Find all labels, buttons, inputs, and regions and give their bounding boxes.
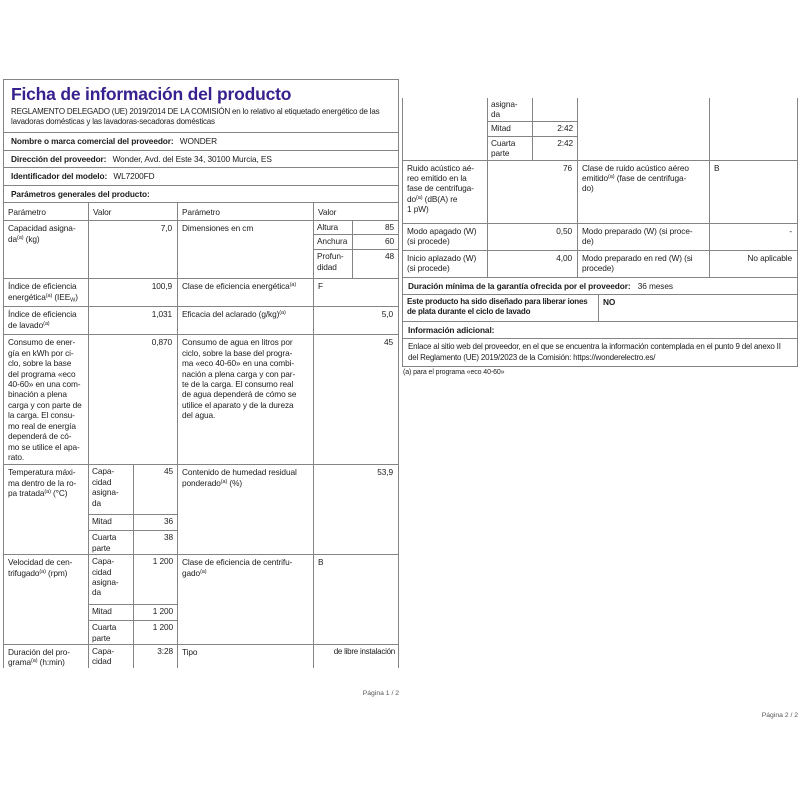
depth-value: 48 (384, 251, 394, 262)
page-2-table (402, 98, 798, 367)
row-off-mode (403, 224, 797, 251)
spin-rated-label: Capa- cidad asigna- da (89, 555, 134, 604)
provider-address-label: Dirección del proveedor: (11, 153, 107, 164)
noise-value: 76 (488, 161, 578, 223)
dimension-row-width (314, 235, 398, 250)
temp-rated-row (89, 465, 177, 515)
wash-index-value: 1,031 (89, 307, 178, 334)
page-title: Ficha de información del producto (11, 84, 292, 104)
row-duration-cut (4, 645, 398, 668)
temperature-label: Temperatura máxi- ma dentro de la ro- pa tratada$^{(a)}$ (°C) (4, 465, 89, 554)
temp-half-label: Mitad (89, 515, 134, 530)
energy-index-label: Índice de eficiencia energética$^{(a)}$ $(IEE_W)$ (4, 279, 89, 306)
off-mode-value: 0,50 (488, 224, 578, 250)
warranty-row (403, 278, 797, 295)
rinsing-label: Eficacia del aclarado $(g/kg)^{(a)}$ (178, 307, 314, 334)
type-value: de libre instalación (333, 646, 395, 656)
col-header-value-1: Valor (89, 203, 178, 220)
off-mode-label: Modo apagado (W) (si procede) (403, 224, 488, 250)
col-header-param-1: Parámetro (4, 203, 89, 220)
temperature-subtable (89, 465, 178, 554)
row-noise (403, 161, 797, 224)
duration-rated-cont-row (488, 98, 577, 122)
energy-index-value: 100,9 (89, 279, 178, 306)
continuation-empty-value2 (710, 98, 797, 160)
page-1-number: Página 1 / 2 (362, 690, 399, 697)
regulation-subtitle: REGLAMENTO DELEGADO (UE) 2019/2014 DE LA COMISIÓN en lo relativo al etiquetado energético de las lavadoras domésticas y las lavadoras-secadoras domésticas (11, 107, 380, 127)
continuation-empty-param2 (578, 98, 710, 160)
spin-rated-value: 1 200 (152, 556, 173, 567)
energy-class-value: F (318, 281, 323, 292)
continuation-empty-param (403, 98, 488, 160)
row-consumption (4, 335, 398, 465)
additional-info-header: Información adicional: (403, 322, 797, 339)
noise-class-label: Clase de ruido acústico aéreo emitido$^{(a)}$ (fase de centrifuga- do) (578, 161, 710, 223)
height-value: 85 (384, 222, 394, 233)
page-2-number: Página 2 / 2 (761, 712, 798, 719)
dimension-row-depth (314, 250, 398, 278)
duration-rated-cont-value (533, 98, 577, 121)
noise-class-value: B (714, 162, 720, 173)
row-spin-speed (4, 555, 398, 645)
capacity-label: Capacidad asigna- $da^{(a)}$ (kg) (4, 221, 89, 278)
duration-subtable (89, 645, 178, 668)
spin-quarter-value: 1 200 (152, 622, 173, 633)
temp-quarter-row (89, 531, 177, 554)
width-value: 60 (384, 236, 394, 247)
provider-name-label: Nombre o marca comercial del proveedor: (11, 136, 174, 147)
warranty-value: 36 meses (637, 280, 673, 291)
duration-quarter-label: Cuarta parte (488, 137, 533, 160)
humidity-value: 53,9 (377, 467, 393, 478)
silver-ions-value: NO (603, 297, 616, 308)
temp-quarter-label: Cuarta parte (89, 531, 134, 554)
duration-rated-row (89, 645, 177, 668)
spin-quarter-row (89, 621, 177, 644)
delayed-start-label: Inicio aplazado (W) (si procede) (403, 251, 488, 277)
temp-half-row (89, 515, 177, 531)
spin-half-value: 1 200 (152, 606, 173, 617)
row-temperature (4, 465, 398, 555)
provider-address-value: Wonder, Avd. del Este 34, 30100 Murcia, ES (112, 153, 272, 164)
spin-quarter-label: Cuarta parte (89, 621, 134, 644)
rinsing-value: 5,0 (381, 309, 393, 320)
dimensions-subtable (314, 221, 398, 278)
energy-consumption-label: Consumo de ener- gía en kWh por ci- clo, sobre la base del programa «eco 40-60» en una com- binación a plena carga y con parte de la carga. El consu- mo real de energía dependerá de có- mo se utilice el apa- rato. (4, 335, 89, 464)
title-block (4, 80, 398, 133)
duration-rated-value: 3:28 (157, 645, 173, 656)
water-consumption-value: 45 (383, 337, 393, 348)
temp-quarter-value: 38 (163, 532, 173, 543)
provider-name-row (4, 133, 398, 150)
row-energy-index (4, 279, 398, 307)
spin-half-row (89, 605, 177, 621)
height-label: Altura (314, 221, 353, 234)
width-label: Anchura (314, 235, 353, 249)
spin-speed-label: Velocidad de cen- trifugado$^{(a)}$ (rpm) (4, 555, 89, 644)
temp-rated-label: Capa- cidad asigna- da (89, 465, 134, 514)
noise-label: Ruido acústico aé- reo emitido en la fase de centrifuga- $do^{(a)}$ (dB(A) re 1 pW) (403, 161, 488, 223)
warranty-label: Duración mínima de la garantía ofrecida por el proveedor: (408, 280, 631, 291)
capacity-value: 7,0 (89, 221, 178, 278)
row-silver-ions (403, 295, 797, 322)
table-header-row (4, 203, 398, 221)
water-consumption-label: Consumo de agua en litros por ciclo, sobre la base del progra- ma «eco 40-60» en una combi- nación a plena carga y con par- te de la carga. El consumo real de agua dependerá de cómo se utilice el aparato y de la dureza del agua. (178, 335, 314, 464)
standby-value: - (789, 225, 792, 236)
footnote-eco-programme: (a) para el programa «eco 40-60» (403, 369, 505, 376)
depth-label: Profun- didad (314, 250, 353, 278)
spin-half-label: Mitad (89, 605, 134, 620)
network-standby-label: Modo preparado en red (W) (si procede) (578, 251, 710, 277)
type-label: Tipo (178, 645, 314, 668)
general-params-header: Parámetros generales del producto: (4, 186, 398, 203)
page-1-table (3, 79, 399, 668)
row-duration-continuation (403, 98, 797, 161)
dimensions-label: Dimensiones en cm (178, 221, 314, 278)
provider-name-value: WONDER (179, 136, 217, 147)
spin-rated-row (89, 555, 177, 605)
temp-half-value: 36 (163, 516, 173, 527)
delayed-start-value: 4,00 (488, 251, 578, 277)
spin-class-value: B (318, 557, 324, 568)
model-id-row (4, 168, 398, 185)
model-id-label: Identificador del modelo: (11, 171, 108, 182)
wash-index-label: Índice de eficiencia de lavado$^{(a)}$ (4, 307, 89, 334)
spin-speed-subtable (89, 555, 178, 644)
standby-label: Modo preparado (W) (si proce- de) (578, 224, 710, 250)
row-capacity-dimensions (4, 221, 398, 279)
duration-half-value: 2:42 (557, 122, 573, 133)
temp-rated-value: 45 (163, 466, 173, 477)
spin-class-label: Clase de eficiencia de centrifu- gado$^{(a)}$ (178, 555, 314, 644)
row-delayed-start (403, 251, 797, 278)
energy-consumption-value: 0,870 (89, 335, 178, 464)
col-header-value-2: Valor (318, 207, 337, 218)
duration-label: Duración del pro- grama$^{(a)}$ (h:min) (4, 645, 89, 668)
website-link-row: Enlace al sitio web del proveedor, en el que se encuentra la información contemplada en el punto 9 del anexo II del Reglamento (UE) 2019/2023 de la Comisión: https://wonderelectro.es/ (408, 342, 781, 362)
col-header-param-2: Parámetro (178, 203, 314, 220)
continuation-subtable (488, 98, 578, 160)
row-wash-index (4, 307, 398, 335)
provider-address-row (4, 151, 398, 168)
humidity-label: Contenido de humedad residual ponderado$^{(a)}$ (%) (178, 465, 314, 554)
duration-rated-cont-label: asigna- da (488, 98, 533, 121)
energy-class-label: Clase de eficiencia energética$^{(a)}$ (178, 279, 314, 306)
duration-half-label: Mitad (488, 122, 533, 136)
network-standby-value: No aplicable (747, 252, 792, 263)
duration-quarter-value: 2:42 (557, 137, 573, 148)
duration-quarter-row (488, 137, 577, 160)
dimension-row-height (314, 221, 398, 235)
silver-ions-label: Este producto ha sido diseñado para liberar iones de plata durante el ciclo de lavado (403, 295, 599, 321)
duration-rated-label: Capa- cidad (89, 645, 134, 668)
model-id-value: WL7200FD (113, 171, 155, 182)
duration-half-row (488, 122, 577, 137)
